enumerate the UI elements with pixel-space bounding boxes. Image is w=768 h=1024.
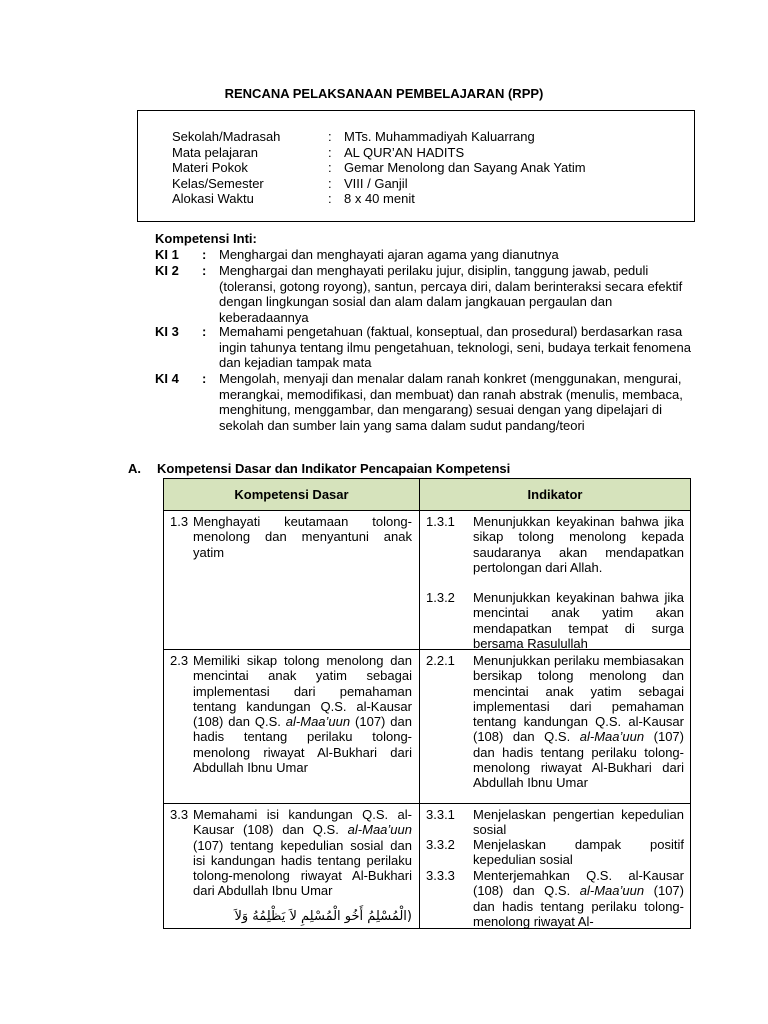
info-value: Gemar Menolong dan Sayang Anak Yatim (344, 160, 586, 175)
column-divider (419, 479, 420, 928)
info-colon: : (328, 176, 332, 191)
indicator-number: 1.3.2 (426, 590, 455, 605)
kd-text-part: (107) tentang kepedulian sosial dan isi kandungan hadis tentang perilaku tolong-menolong riwayat Al-Bukhari dari Abdullah Ibnu Umar (193, 837, 412, 899)
header-kd: Kompetensi Dasar (234, 487, 349, 502)
ki-colon: : (202, 247, 207, 262)
indicator-number: 3.3.1 (426, 807, 455, 822)
ki-label: KI 3 (155, 324, 179, 339)
row-divider (164, 803, 690, 804)
indicator-text-part: (107) dan hadis tentang perilaku tolong-menolong riwayat Al- (473, 883, 684, 929)
kd-text: Menghayati keutamaan tolong-menolong dan menyantuni anak yatim (193, 514, 412, 560)
indicator-text: Menunjukkan keyakinan bahwa jika sikap tolong menolong kepada saudaranya akan mendapatkan pertolongan dari Allah. (473, 514, 684, 575)
kd-text (193, 807, 412, 899)
ki-text: Memahami pengetahuan (faktual, konseptual, dan prosedural) berdasarkan rasa ingin tahunya tentang ilmu pengetahuan, teknologi, seni, budaya terkait fenomena dan kejadian tampak mata (219, 324, 691, 371)
indicator-text (473, 868, 684, 929)
info-value: AL QUR’AN HADITS (344, 145, 465, 160)
kd-number: 2.3 (170, 653, 189, 668)
section-title: Kompetensi Dasar dan Indikator Pencapaian Kompetensi (157, 461, 511, 476)
info-label: Mata pelajaran (172, 145, 258, 160)
ki-label: KI 4 (155, 371, 179, 386)
section-number: A. (128, 461, 141, 476)
ki-label: KI 1 (155, 247, 179, 262)
info-colon: : (328, 191, 332, 206)
ki-colon: : (202, 371, 207, 386)
indicator-text-italic: al-Maa’uun (579, 883, 645, 899)
info-label: Kelas/Semester (172, 176, 264, 191)
ki-item (155, 247, 700, 263)
indicator-text-part: Menterjemahkan Q.S. al-Kausar (108) dan Q.S. (473, 868, 684, 899)
info-colon: : (328, 129, 332, 144)
ki-text: Menghargai dan menghayati perilaku jujur, disiplin, tanggung jawab, peduli (toleransi, gotong royong), santun, percaya diri, dalam berinteraksi secara efektif dengan lingkungan sosial dan alam dalam jangkauan pergaulan dan keberadaannya (219, 263, 683, 325)
info-colon: : (328, 160, 332, 175)
ki-item (155, 263, 700, 325)
kd-text-part: Memiliki sikap tolong menolong dan mencintai anak yatim sebagai implementasi dari pemahaman tentang kandungan Q.S. al-Kausar (108) dan Q.S. (193, 653, 412, 730)
identity-box (137, 110, 695, 222)
ki-label: KI 2 (155, 263, 179, 278)
info-value: MTs. Muhammadiyah Kaluarrang (344, 129, 535, 144)
arabic-hadith-text: (الْمُسْلِمُ أَخُو الْمُسْلِمِ لاَ يَظْلِمُهُ وَلاَ (234, 909, 412, 924)
indicator-number: 3.3.2 (426, 837, 455, 852)
document-title: RENCANA PELAKSANAAN PEMBELAJARAN (RPP) (224, 86, 544, 101)
kd-number: 1.3 (170, 514, 189, 529)
indicator-text: Menjelaskan dampak positif kepedulian sosial (473, 837, 684, 868)
table-header (164, 479, 690, 511)
kd-text-part: (107) dan hadis tentang perilaku tolong-menolong riwayat Al-Bukhari dari Abdullah Ibnu Umar (193, 714, 412, 776)
info-value: 8 x 40 menit (344, 191, 415, 206)
indicator-text-part: (107) dan hadis tentang perilaku tolong-menolong riwayat Al-Bukhari dari Abdullah Ibnu Umar (473, 729, 684, 791)
indicator-number: 2.2.1 (426, 653, 455, 668)
info-value: VIII / Ganjil (344, 176, 408, 191)
indicator-text: Menunjukkan keyakinan bahwa jika mencintai anak yatim akan mendapatkan tempat di surga bersama Rasulullah (473, 590, 684, 651)
competency-table (163, 478, 691, 929)
header-indikator: Indikator (527, 487, 583, 502)
info-label: Materi Pokok (172, 160, 248, 175)
indicator-number: 1.3.1 (426, 514, 455, 529)
indicator-text-part: Menunjukkan perilaku membiasakan bersikap tolong menolong dan mencintai anak yatim sebagai implementasi dari pemahaman tentang kandungan Q.S. al-Kausar (108) dan Q.S. (473, 653, 685, 745)
info-label: Alokasi Waktu (172, 191, 254, 206)
ki-colon: : (202, 324, 207, 339)
kd-text-italic: al-Maa’uun (347, 822, 412, 838)
kd-text-italic: al-Maa’uun (285, 714, 351, 730)
kd-text-part: Memahami isi kandungan Q.S. al-Kausar (108) dan Q.S. (193, 807, 412, 838)
ki-item (155, 324, 700, 371)
info-label: Sekolah/Madrasah (172, 129, 281, 144)
ki-text: Menghargai dan menghayati ajaran agama yang dianutnya (219, 247, 559, 262)
indicator-text (473, 653, 684, 791)
indicator-number: 3.3.3 (426, 868, 455, 883)
kd-text (193, 653, 412, 775)
ki-colon: : (202, 263, 207, 278)
indicator-text-italic: al-Maa’uun (579, 729, 645, 745)
indicator-text: Menjelaskan pengertian kepedulian sosial (473, 807, 684, 838)
kd-number: 3.3 (170, 807, 189, 822)
ki-text: Mengolah, menyaji dan menalar dalam ranah konkret (menggunakan, mengurai, merangkai, memodifikasi, dan membuat) dan ranah abstrak (menulis, membaca, menghitung, menggambar, dan mengarang) sesuai dengan yang dipelajari di sekolah dan sumber lain yang sama dalam sudut pandang/teori (219, 371, 683, 433)
info-colon: : (328, 145, 332, 160)
ki-item (155, 371, 700, 433)
ki-heading: Kompetensi Inti: (155, 231, 257, 246)
